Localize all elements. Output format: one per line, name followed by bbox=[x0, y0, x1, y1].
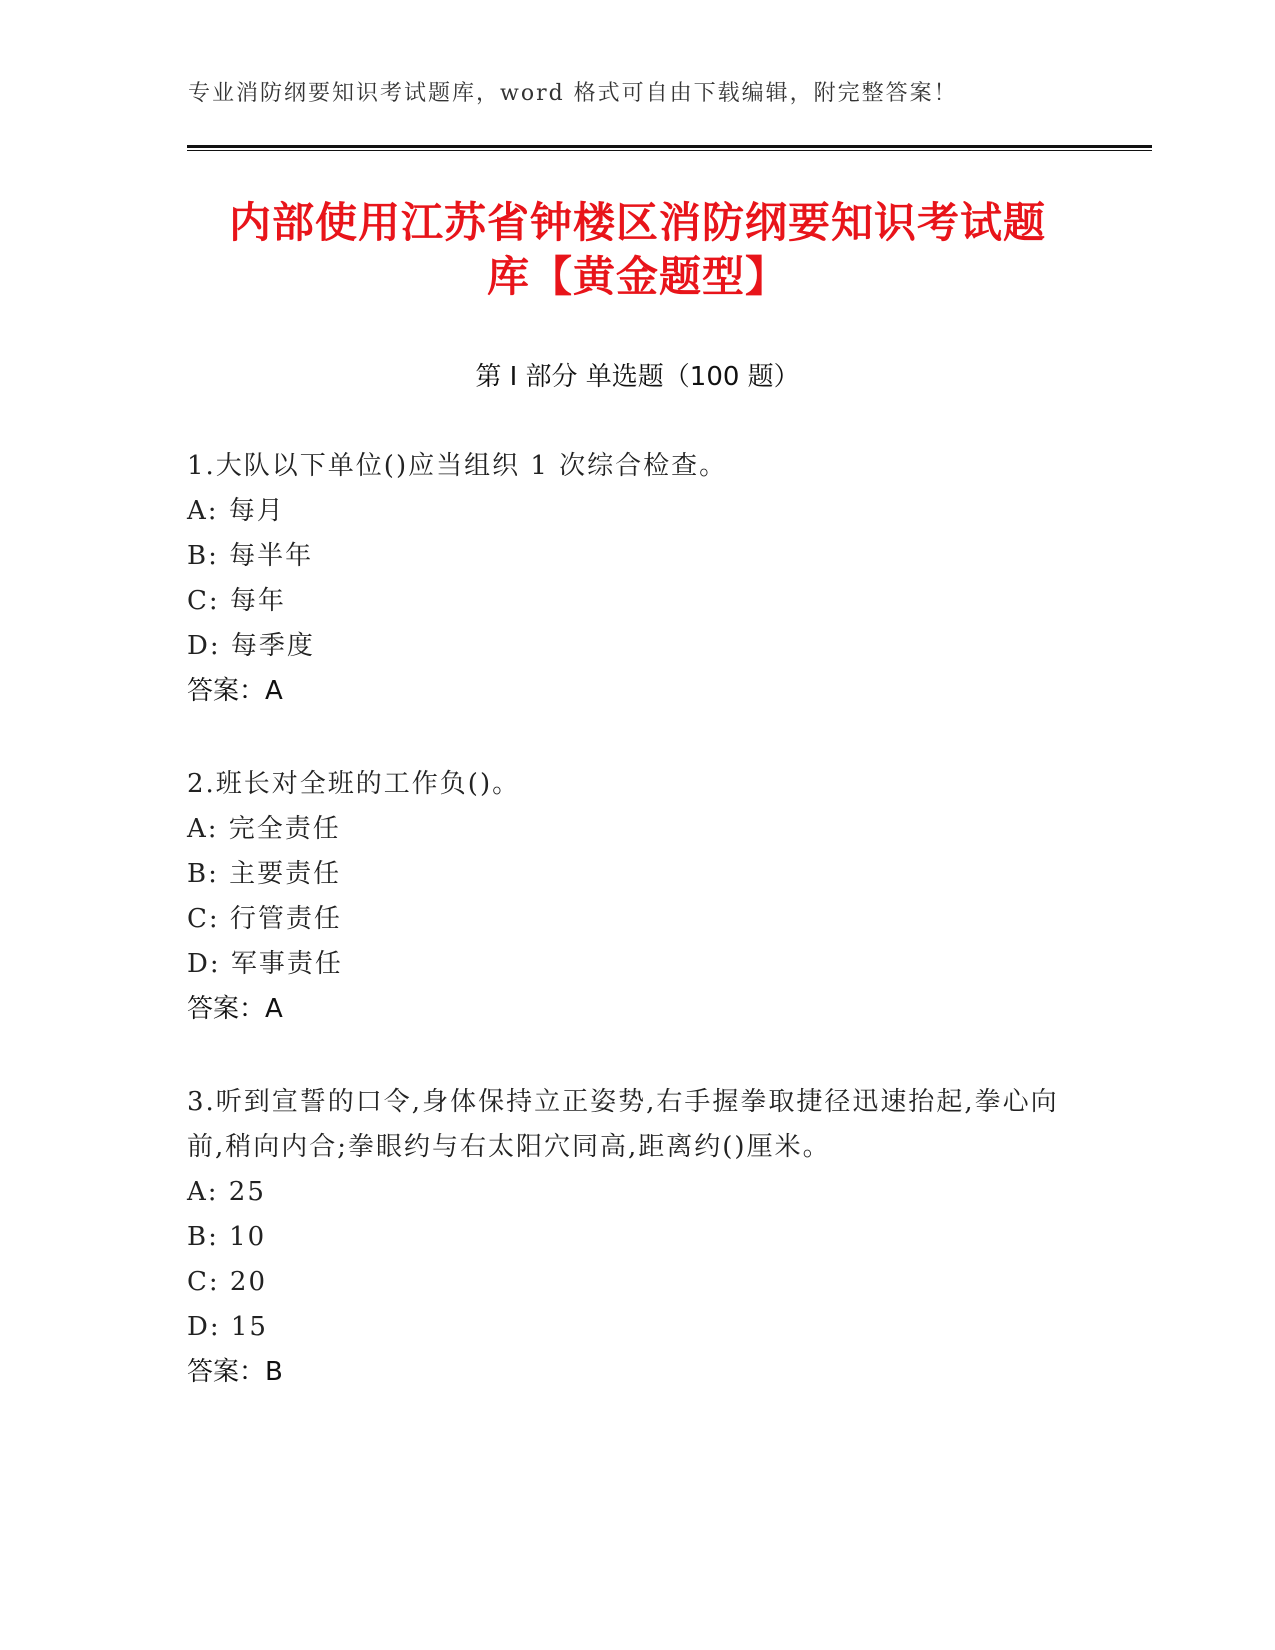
option-b: B: 主要责任 bbox=[187, 859, 342, 889]
header-divider-thin bbox=[187, 150, 1152, 151]
header-note: 专业消防纲要知识考试题库，word 格式可自由下载编辑，附完整答案！ bbox=[188, 81, 958, 106]
answer: 答案：B bbox=[187, 1357, 283, 1387]
answer: 答案：A bbox=[187, 676, 283, 706]
option-c: C: 20 bbox=[187, 1267, 268, 1297]
header-divider-thick bbox=[187, 145, 1152, 148]
question-text: 3.听到宣誓的口令,身体保持立正姿势,右手握拳取捷径迅速抬起,拳心向前,稍向内合;拳眼约与右太阳穴同高,距离约()厘米。 bbox=[187, 1087, 1059, 1162]
question-1 bbox=[187, 444, 1087, 714]
question-text: 1.大队以下单位()应当组织 1 次综合检查。 bbox=[187, 451, 728, 481]
option-d: D: 15 bbox=[187, 1312, 268, 1342]
question-3 bbox=[187, 1080, 1087, 1395]
option-c: C: 行管责任 bbox=[187, 904, 342, 934]
question-list bbox=[187, 444, 1087, 1443]
option-c: C: 每年 bbox=[187, 586, 286, 616]
document-title-line-2: 库【黄金题型】 bbox=[486, 252, 788, 301]
section-title: 第 I 部分 单选题（100 题） bbox=[475, 362, 800, 392]
document-title-line-1: 内部使用江苏省钟楼区消防纲要知识考试题 bbox=[228, 198, 1046, 247]
question-2 bbox=[187, 762, 1087, 1032]
option-b: B: 10 bbox=[187, 1222, 267, 1252]
option-d: D: 军事责任 bbox=[187, 949, 343, 979]
option-b: B: 每半年 bbox=[187, 541, 314, 571]
document-title bbox=[160, 196, 1115, 304]
answer: 答案：A bbox=[187, 994, 283, 1024]
option-d: D: 每季度 bbox=[187, 631, 315, 661]
question-text: 2.班长对全班的工作负()。 bbox=[187, 769, 521, 799]
option-a: A: 完全责任 bbox=[187, 814, 341, 844]
option-a: A: 25 bbox=[187, 1177, 266, 1207]
option-a: A: 每月 bbox=[187, 496, 285, 526]
